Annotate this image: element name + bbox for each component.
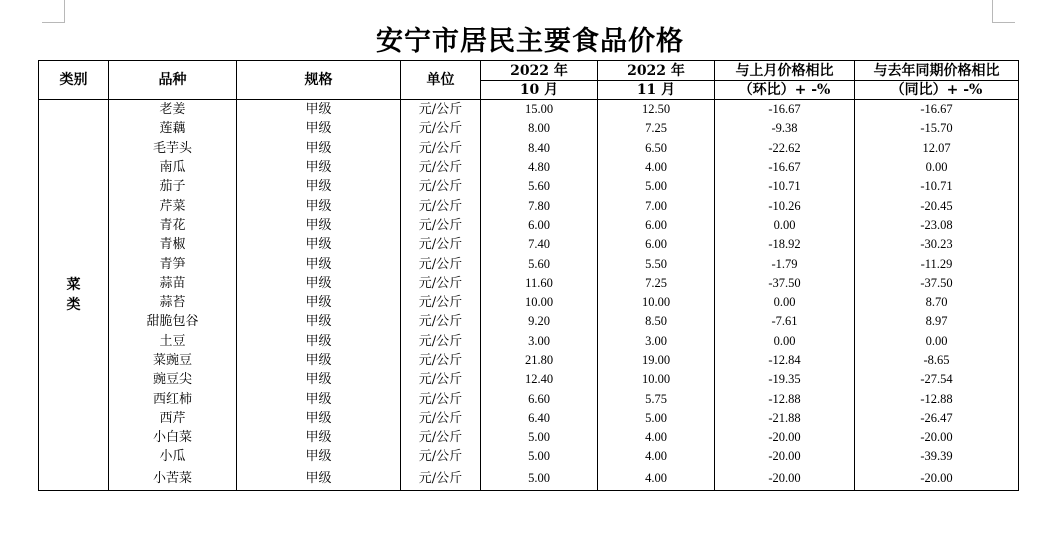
unit-cell: 元/公斤 — [401, 196, 481, 215]
unit-cell: 元/公斤 — [401, 370, 481, 389]
table-row — [39, 370, 1019, 389]
unit-cell: 元/公斤 — [401, 216, 481, 235]
nov-price-cell: 12.50 — [598, 100, 715, 120]
nov-price-cell: 3.00 — [598, 332, 715, 351]
category-label: 菜类 — [66, 276, 81, 313]
mom-change-cell: -10.71 — [715, 177, 855, 196]
header-mom-line2: （环比）+ -% — [715, 81, 855, 100]
spec-cell: 甲级 — [237, 447, 401, 466]
header-nov-year: 2022 年 — [598, 61, 715, 81]
oct-price-cell: 12.40 — [481, 370, 598, 389]
spec-cell: 甲级 — [237, 235, 401, 254]
yoy-change-cell: 0.00 — [855, 332, 1019, 351]
variety-cell: 西红柿 — [109, 389, 237, 408]
variety-cell: 南瓜 — [109, 158, 237, 177]
nov-price-cell: 10.00 — [598, 370, 715, 389]
spec-cell: 甲级 — [237, 389, 401, 408]
oct-price-cell: 4.80 — [481, 158, 598, 177]
unit-cell: 元/公斤 — [401, 447, 481, 466]
variety-cell: 青椒 — [109, 235, 237, 254]
oct-price-cell: 6.60 — [481, 389, 598, 408]
table-row — [39, 100, 1019, 120]
yoy-change-cell: -15.70 — [855, 119, 1019, 138]
nov-price-cell: 19.00 — [598, 351, 715, 370]
table-row — [39, 274, 1019, 293]
variety-cell: 老姜 — [109, 100, 237, 120]
nov-price-cell: 6.50 — [598, 139, 715, 158]
variety-cell: 芹菜 — [109, 196, 237, 215]
unit-cell: 元/公斤 — [401, 177, 481, 196]
nov-price-cell: 7.00 — [598, 196, 715, 215]
nov-price-cell: 5.75 — [598, 389, 715, 408]
price-table — [38, 60, 1019, 491]
unit-cell: 元/公斤 — [401, 235, 481, 254]
table-row — [39, 119, 1019, 138]
yoy-change-cell: -20.45 — [855, 196, 1019, 215]
mom-change-cell: -7.61 — [715, 312, 855, 331]
header-oct-month: 10 月 — [481, 81, 598, 100]
unit-cell: 元/公斤 — [401, 158, 481, 177]
unit-cell: 元/公斤 — [401, 139, 481, 158]
variety-cell: 甜脆包谷 — [109, 312, 237, 331]
yoy-change-cell: -30.23 — [855, 235, 1019, 254]
spec-cell: 甲级 — [237, 139, 401, 158]
unit-cell: 元/公斤 — [401, 351, 481, 370]
table-row — [39, 139, 1019, 158]
nov-price-cell: 7.25 — [598, 274, 715, 293]
unit-cell: 元/公斤 — [401, 100, 481, 120]
nov-price-cell: 5.00 — [598, 177, 715, 196]
yoy-change-cell: -12.88 — [855, 389, 1019, 408]
page-corner-mark-left — [42, 0, 65, 23]
spec-cell: 甲级 — [237, 196, 401, 215]
table-row — [39, 177, 1019, 196]
spec-cell: 甲级 — [237, 428, 401, 447]
yoy-change-cell: -27.54 — [855, 370, 1019, 389]
oct-price-cell: 6.40 — [481, 409, 598, 428]
mom-change-cell: -18.92 — [715, 235, 855, 254]
mom-change-cell: -20.00 — [715, 447, 855, 466]
yoy-change-cell: -11.29 — [855, 254, 1019, 273]
variety-cell: 豌豆尖 — [109, 370, 237, 389]
variety-cell: 蒜苗 — [109, 274, 237, 293]
variety-cell: 蒜苔 — [109, 293, 237, 312]
header-nov-month: 11 月 — [598, 81, 715, 100]
mom-change-cell: -1.79 — [715, 254, 855, 273]
table-row — [39, 447, 1019, 466]
page-corner-mark-right — [992, 0, 1015, 23]
yoy-change-cell: -20.00 — [855, 428, 1019, 447]
yoy-change-cell: -23.08 — [855, 216, 1019, 235]
table-row — [39, 467, 1019, 491]
oct-price-cell: 5.60 — [481, 177, 598, 196]
oct-price-cell: 9.20 — [481, 312, 598, 331]
table-row — [39, 293, 1019, 312]
variety-cell: 菜豌豆 — [109, 351, 237, 370]
oct-price-cell: 6.00 — [481, 216, 598, 235]
mom-change-cell: 0.00 — [715, 332, 855, 351]
mom-change-cell: -22.62 — [715, 139, 855, 158]
oct-price-cell: 7.80 — [481, 196, 598, 215]
mom-change-cell: -9.38 — [715, 119, 855, 138]
oct-price-cell: 5.00 — [481, 428, 598, 447]
spec-cell: 甲级 — [237, 332, 401, 351]
spec-cell: 甲级 — [237, 370, 401, 389]
variety-cell: 西芹 — [109, 409, 237, 428]
header-unit: 单位 — [401, 61, 481, 100]
variety-cell: 土豆 — [109, 332, 237, 351]
spec-cell: 甲级 — [237, 100, 401, 120]
unit-cell: 元/公斤 — [401, 119, 481, 138]
mom-change-cell: -37.50 — [715, 274, 855, 293]
header-mom-line1: 与上月价格相比 — [715, 61, 855, 81]
variety-cell: 毛芋头 — [109, 139, 237, 158]
yoy-change-cell: -20.00 — [855, 467, 1019, 491]
table-row — [39, 312, 1019, 331]
yoy-change-cell: -39.39 — [855, 447, 1019, 466]
mom-change-cell: 0.00 — [715, 216, 855, 235]
table-row — [39, 428, 1019, 447]
nov-price-cell: 5.00 — [598, 409, 715, 428]
yoy-change-cell: 8.70 — [855, 293, 1019, 312]
header-variety: 品种 — [109, 61, 237, 100]
unit-cell: 元/公斤 — [401, 389, 481, 408]
oct-price-cell: 5.00 — [481, 447, 598, 466]
oct-price-cell: 8.40 — [481, 139, 598, 158]
spec-cell: 甲级 — [237, 216, 401, 235]
mom-change-cell: 0.00 — [715, 293, 855, 312]
oct-price-cell: 7.40 — [481, 235, 598, 254]
table-row — [39, 332, 1019, 351]
mom-change-cell: -20.00 — [715, 428, 855, 447]
yoy-change-cell: -16.67 — [855, 100, 1019, 120]
spec-cell: 甲级 — [237, 409, 401, 428]
spec-cell: 甲级 — [237, 119, 401, 138]
yoy-change-cell: 12.07 — [855, 139, 1019, 158]
variety-cell: 小瓜 — [109, 447, 237, 466]
header-category: 类别 — [39, 61, 109, 100]
table-row — [39, 216, 1019, 235]
spec-cell: 甲级 — [237, 293, 401, 312]
mom-change-cell: -12.84 — [715, 351, 855, 370]
oct-price-cell: 21.80 — [481, 351, 598, 370]
variety-cell: 茄子 — [109, 177, 237, 196]
nov-price-cell: 6.00 — [598, 235, 715, 254]
unit-cell: 元/公斤 — [401, 409, 481, 428]
spec-cell: 甲级 — [237, 351, 401, 370]
nov-price-cell: 4.00 — [598, 158, 715, 177]
nov-price-cell: 10.00 — [598, 293, 715, 312]
oct-price-cell: 15.00 — [481, 100, 598, 120]
spec-cell: 甲级 — [237, 158, 401, 177]
spec-cell: 甲级 — [237, 177, 401, 196]
variety-cell: 青笋 — [109, 254, 237, 273]
spec-cell: 甲级 — [237, 274, 401, 293]
table-row — [39, 351, 1019, 370]
mom-change-cell: -19.35 — [715, 370, 855, 389]
table-row — [39, 254, 1019, 273]
oct-price-cell: 10.00 — [481, 293, 598, 312]
page-title: 安宁市居民主要食品价格 — [376, 26, 684, 57]
variety-cell: 莲藕 — [109, 119, 237, 138]
variety-cell: 小白菜 — [109, 428, 237, 447]
yoy-change-cell: -37.50 — [855, 274, 1019, 293]
nov-price-cell: 5.50 — [598, 254, 715, 273]
yoy-change-cell: 8.97 — [855, 312, 1019, 331]
spec-cell: 甲级 — [237, 312, 401, 331]
yoy-change-cell: -10.71 — [855, 177, 1019, 196]
header-yoy-line2: （同比）+ -% — [855, 81, 1019, 100]
oct-price-cell: 3.00 — [481, 332, 598, 351]
table-row — [39, 158, 1019, 177]
yoy-change-cell: -26.47 — [855, 409, 1019, 428]
unit-cell: 元/公斤 — [401, 312, 481, 331]
mom-change-cell: -20.00 — [715, 467, 855, 491]
nov-price-cell: 6.00 — [598, 216, 715, 235]
variety-cell: 青花 — [109, 216, 237, 235]
nov-price-cell: 4.00 — [598, 428, 715, 447]
spec-cell: 甲级 — [237, 254, 401, 273]
unit-cell: 元/公斤 — [401, 254, 481, 273]
unit-cell: 元/公斤 — [401, 332, 481, 351]
oct-price-cell: 5.60 — [481, 254, 598, 273]
unit-cell: 元/公斤 — [401, 428, 481, 447]
unit-cell: 元/公斤 — [401, 293, 481, 312]
mom-change-cell: -12.88 — [715, 389, 855, 408]
mom-change-cell: -21.88 — [715, 409, 855, 428]
header-yoy-line1: 与去年同期价格相比 — [855, 61, 1019, 81]
mom-change-cell: -16.67 — [715, 100, 855, 120]
nov-price-cell: 8.50 — [598, 312, 715, 331]
oct-price-cell: 5.00 — [481, 467, 598, 491]
oct-price-cell: 11.60 — [481, 274, 598, 293]
unit-cell: 元/公斤 — [401, 274, 481, 293]
nov-price-cell: 4.00 — [598, 467, 715, 491]
nov-price-cell: 7.25 — [598, 119, 715, 138]
header-oct-year: 2022 年 — [481, 61, 598, 81]
table-row — [39, 196, 1019, 215]
nov-price-cell: 4.00 — [598, 447, 715, 466]
yoy-change-cell: -8.65 — [855, 351, 1019, 370]
table-row — [39, 409, 1019, 428]
oct-price-cell: 8.00 — [481, 119, 598, 138]
table-row — [39, 389, 1019, 408]
header-spec: 规格 — [237, 61, 401, 100]
table-row — [39, 235, 1019, 254]
spec-cell: 甲级 — [237, 467, 401, 491]
yoy-change-cell: 0.00 — [855, 158, 1019, 177]
mom-change-cell: -10.26 — [715, 196, 855, 215]
variety-cell: 小苦菜 — [109, 467, 237, 491]
mom-change-cell: -16.67 — [715, 158, 855, 177]
category-cell — [39, 100, 109, 491]
table-body — [39, 100, 1019, 491]
unit-cell: 元/公斤 — [401, 467, 481, 491]
